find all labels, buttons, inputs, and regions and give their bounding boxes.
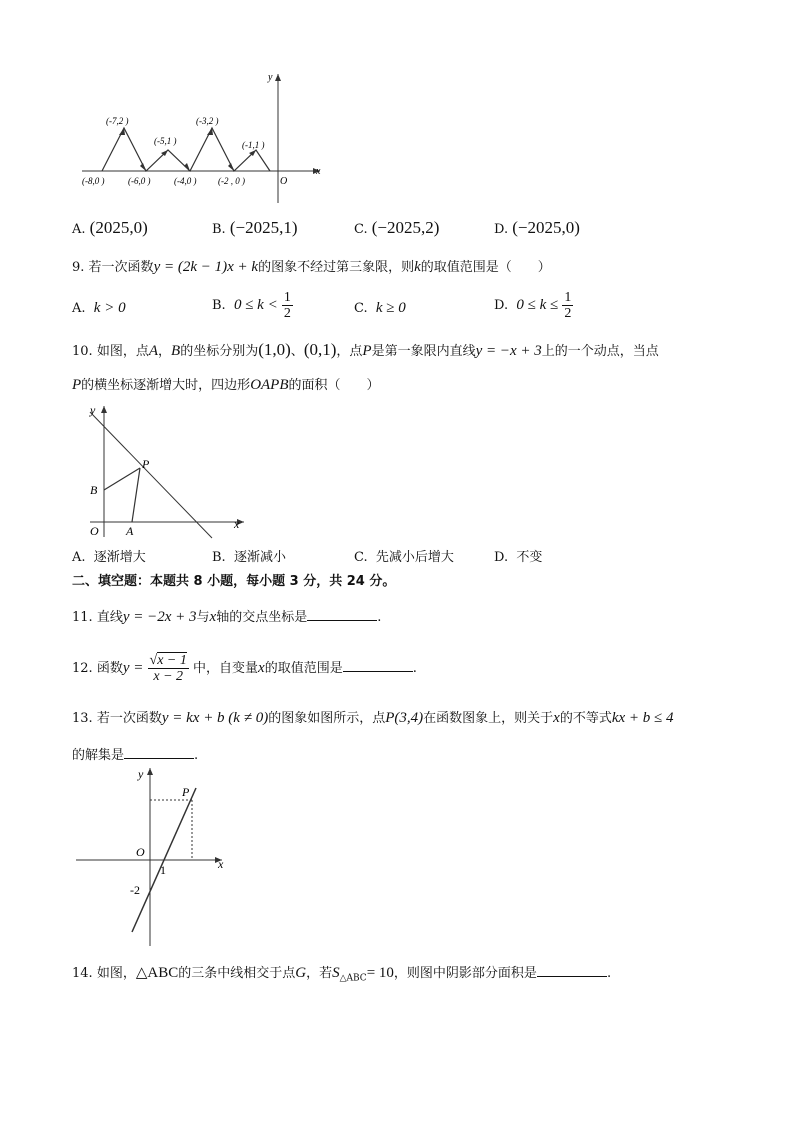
q8-zigzag-figure: [70, 68, 340, 208]
q9-option-c[interactable]: C. k ≥ 0: [354, 300, 406, 316]
q8-peak-4: (-1,1 ): [242, 140, 265, 150]
q9-stem: 9. 若一次函数y = (2k − 1)x + k的图象不经过第三象限，则k的取值范围是（ ）: [72, 259, 551, 275]
q8-option-b[interactable]: B. (−2025,1): [212, 218, 298, 237]
q13-fig-neg2: -2: [130, 883, 140, 897]
q10-fig-o: O: [90, 524, 99, 538]
q8-base-4: (-2 , 0 ): [218, 176, 245, 186]
q12-answer-blank[interactable]: [343, 657, 413, 672]
q9-option-d[interactable]: D. 0 ≤ k ≤ $\frac{1}{2}$: [494, 290, 572, 321]
q8-option-c[interactable]: C. (−2025,2): [354, 218, 440, 237]
q10-fig-b: B: [90, 483, 98, 497]
q13-fig-o: O: [136, 845, 145, 859]
q8-base-3: (-4,0 ): [174, 176, 197, 186]
q11-answer-blank[interactable]: [307, 606, 377, 621]
q10-stem-line1: 10. 如图，点A，B的坐标分别为(1,0)、(0,1)，点P是第一象限内直线y = −x + 3上的一个动点，当点: [72, 340, 659, 359]
q9-option-b[interactable]: B. 0 ≤ k < $\frac{1}{2}$: [212, 290, 291, 321]
q8-option-d[interactable]: D. (−2025,0): [494, 218, 580, 237]
q10-option-c[interactable]: C. 先减小后增大: [354, 550, 454, 565]
q11-stem: 11. 直线y = −2x + 3与x轴的交点坐标是 .: [72, 606, 381, 628]
q9-d-fraction: $\frac{1}{2}$: [564, 290, 572, 321]
q8-peak-2: (-5,1 ): [154, 136, 177, 146]
q14-triangle: △ABC: [135, 965, 179, 981]
q14-answer-blank[interactable]: [537, 962, 607, 977]
q12-stem: 12. 函数y = $\frac{√x - 1}{x - 2}$ 中，自变量x的取值范围是 .: [72, 653, 417, 684]
q9-b-fraction: $\frac{1}{2}$: [283, 290, 291, 321]
q9-option-a[interactable]: A. k > 0: [72, 300, 126, 316]
q8-peak-1: (-7,2 ): [106, 116, 129, 126]
q8-option-d-value: (−2025,0): [512, 218, 580, 237]
q14-stem: 14. 如图，△ABC的三条中线相交于点G，若$S_{\triangle ABC}= 10$，则图中阴影部分面积是 .: [72, 962, 611, 989]
q13-answer-blank[interactable]: [124, 744, 194, 759]
q8-origin: O: [280, 176, 288, 187]
q8-axis-y: y: [268, 72, 273, 83]
q10-stem-line2: P的横坐标逐渐增大时，四边形OAPB的面积（ ）: [72, 377, 380, 393]
q10-option-b[interactable]: B. 逐渐减小: [212, 550, 286, 565]
section2-title: 二、填空题：本题共 8 小题，每小题 3 分，共 24 分。: [72, 574, 396, 589]
q10-figure: [84, 402, 264, 542]
q8-option-b-value: (−2025,1): [229, 218, 298, 237]
q8-base-2: (-6,0 ): [128, 176, 151, 186]
q13-fig-y: y: [138, 767, 144, 781]
q10-fig-y: y: [90, 403, 96, 417]
q13-fig-one: 1: [160, 863, 166, 877]
q8-option-c-value: (−2025,2): [371, 218, 440, 237]
q11-formula: y = −2x + 3: [122, 609, 197, 625]
q8-base-1: (-8,0 ): [82, 176, 105, 186]
q8-peak-3: (-3,2 ): [196, 116, 219, 126]
q13-stem-line1: 13. 若一次函数y = kx + b (k ≠ 0)的图象如图所示，点P(3,4)在函数图象上，则关于x的不等式kx + b ≤ 4: [72, 710, 674, 726]
q10-fig-a: A: [126, 524, 134, 538]
q13-stem-line2: 的解集是 .: [72, 744, 198, 766]
q13-fig-p: P: [182, 785, 190, 799]
q8-option-a-value: (2025,0): [89, 218, 148, 237]
q10-fig-x: x: [234, 517, 240, 531]
q13-figure: [72, 764, 242, 949]
q10-option-d[interactable]: D. 不变: [494, 550, 543, 565]
q10-fig-p: P: [142, 457, 150, 471]
q10-option-a[interactable]: A. 逐渐增大: [72, 550, 146, 565]
q13-formula: y = kx + b (k ≠ 0): [161, 710, 269, 726]
q12-fraction: $\frac{√x - 1}{x - 2}$: [149, 653, 187, 684]
q8-option-a[interactable]: A. (2025,0): [72, 218, 148, 237]
q8-axis-x: x: [316, 166, 321, 177]
q9-formula: y = (2k − 1)x + k: [153, 259, 259, 275]
q13-fig-x: x: [218, 857, 224, 871]
